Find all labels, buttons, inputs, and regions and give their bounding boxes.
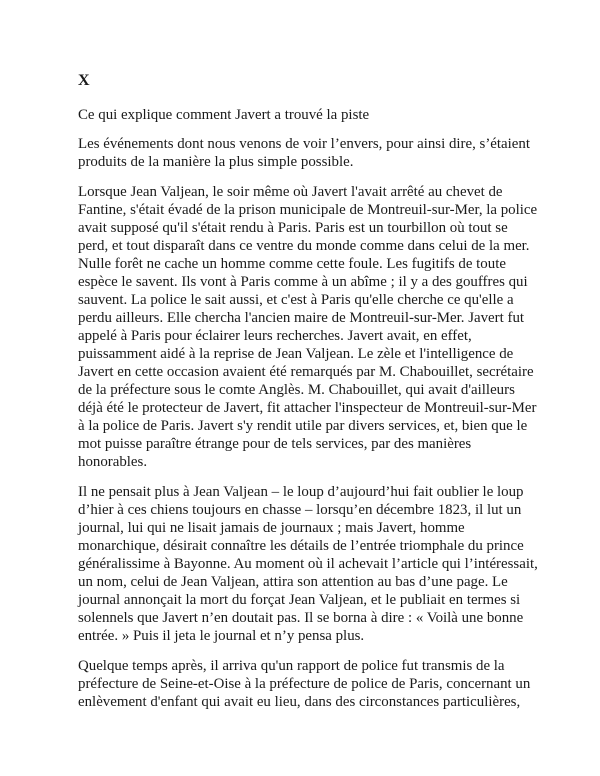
page-content	[78, 72, 538, 711]
paragraph-intro: Les événements dont nous venons de voir l’envers, pour ainsi dire, s’étaient produits de la manière la plus simple possible.	[78, 136, 530, 170]
chapter-number: X	[78, 72, 90, 89]
paragraph-escape: Lorsque Jean Valjean, le soir même où Javert l'avait arrêté au chevet de Fantine, s'était évadé de la prison municipale de Montreuil-sur-Mer, la police avait supposé qu'il s'était rendu à Paris. Paris est un tourbillon où tout se perd, et tout disparaît dans ce ventre du monde comme dans celui de la mer. Nulle forêt ne cache un homme comme cette foule. Les fugitifs de toute espèce le savent. Ils vont à Paris comme à un abîme ; il y a des gouffres qui sauvent. La police le sait aussi, et c'est à Paris qu'elle cherche ce qu'elle a perdu ailleurs. Elle chercha l'ancien maire de Montreuil-sur-Mer. Javert fut appelé à Paris pour éclairer leurs recherches. Javert avait, en effet, puissamment aidé à la reprise de Jean Valjean. Le zèle et l'intelligence de Javert en cette occasion avaient été remarqués par M. Chabouillet, secrétaire de la préfecture sous le comte Anglès. M. Chabouillet, qui avait d'ailleurs déjà été le protecteur de Javert, fit attacher l'inspecteur de Montreuil-sur-Mer à la police de Paris. Javert s'y rendit utile par divers services, et, bien que le mot puisse paraître étrange pour de tels services, par des manières honorables.	[78, 184, 538, 470]
chapter-title: Ce qui explique comment Javert a trouvé la piste	[78, 107, 370, 123]
paragraph-report: Quelque temps après, il arriva qu'un rapport de police fut transmis de la préfecture de Seine-et-Oise à la préfecture de police de Paris, concernant un enlèvement d'enfant qui avait eu lieu, dans des circonstances particulières,	[78, 658, 531, 710]
paragraph-newspaper: Il ne pensait plus à Jean Valjean – le loup d’aujourd’hui fait oublier le loup d’hier à ces chiens toujours en chasse – lorsqu’en décembre 1823, il lut un journal, lui qui ne lisait jamais de journaux ; mais Javert, homme monarchique, désirait connaître les détails de l’entrée triomphale du prince généralissime à Bayonne. Au moment où il achevait l’article qui l’intéressait, un nom, celui de Jean Valjean, attira son attention au bas d’une page. Le journal annonçait la mort du forçat Jean Valjean, et le publiait en termes si solennels que Javert n’en doutait pas. Il se borna à dire : « Voilà une bonne entrée. » Puis il jeta le journal et n’y pensa plus.	[78, 484, 538, 644]
